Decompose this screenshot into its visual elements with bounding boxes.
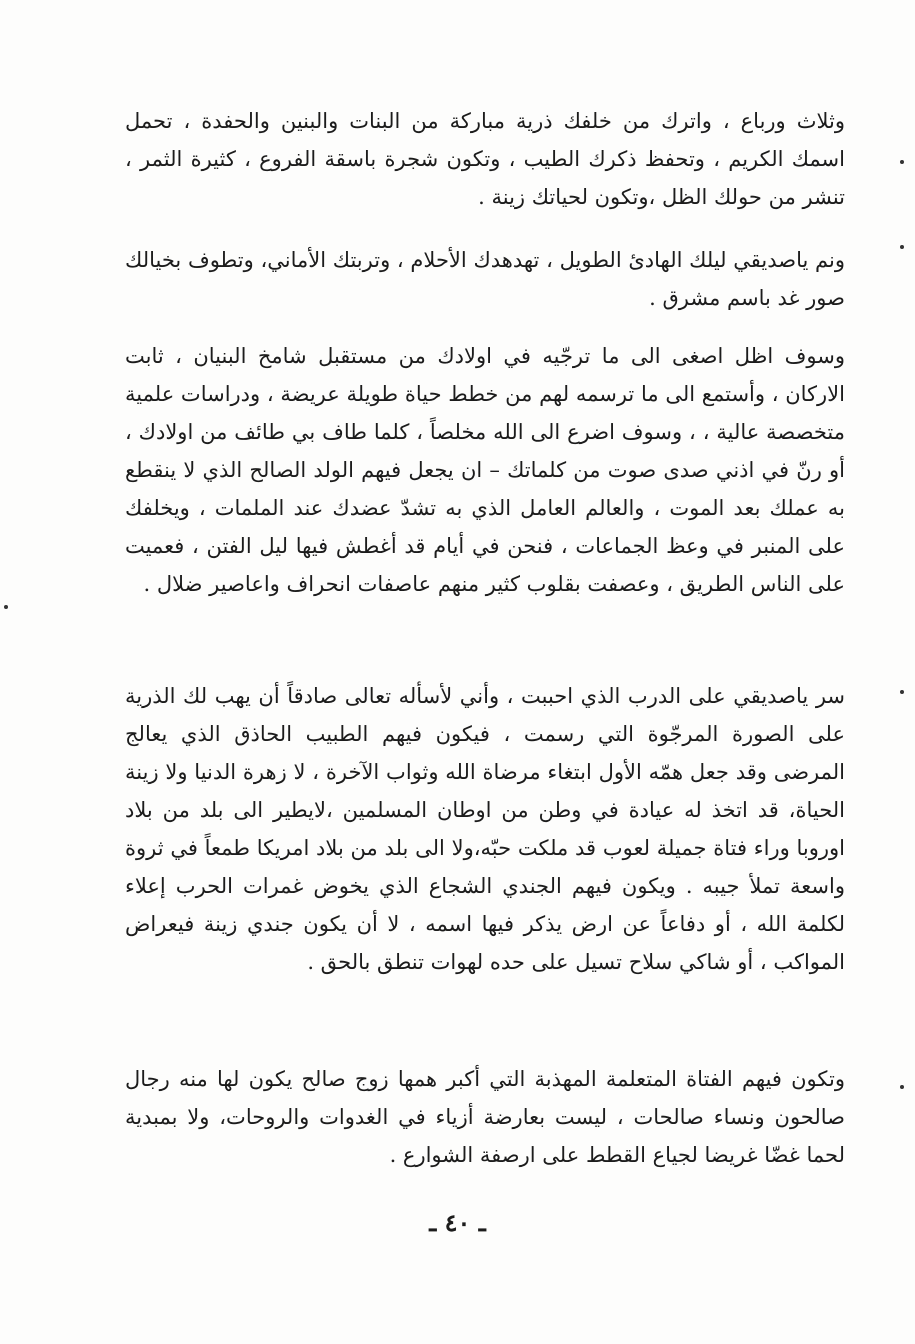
paragraph-5: وتكون فيهم الفتاة المتعلمة المهذبة التي أكبر همها زوج صالح يكون لها منه رجال صالحون ونساء صالحات ، ليست بعارضة أزياء في الغدوات والروحات، ولا بمبدية لحما غضّا غريضا لجياع القطط على ارصفة الشوارع . [125, 1067, 845, 1167]
scan-mark-2 [900, 245, 904, 249]
paragraph-3: وسوف اظل اصغى الى ما ترجّيه في اولادك من مستقبل شامخ البنيان ، ثابت الاركان ، وأستمع الى ما ترسمه لهم من خطط حياة طويلة عريضة ، ودراسات علمية متخصصة عالية ، ، وسوف اضرع الى الله مخلصاً ، كلما طاف بي طائف من اولادك ، أو رنّ في اذني صدى صوت من كلماتك – ان يجعل فيهم الولد الصالح الذي لا ينقطع به عملك بعد الموت ، والعالم العامل الذي به تشدّ عضدك عند الملمات ، ويخلفك على المنبر في وعظ الجماعات ، فنحن في أيام قد أغطش فيها ليل الفتن ، فعميت على الناس الطريق ، وعصفت بقلوب كثير منهم عاصفات انحراف واعاصير ضلال . [125, 344, 845, 596]
paragraph-2: ونم ياصديقي ليلك الهادئ الطويل ، تهدهدك الأحلام ، وتربتك الأماني، وتطوف بخيالك صور غد باسم مشرق . [125, 248, 845, 310]
scan-mark-5 [900, 1085, 904, 1089]
page-number: ـ ٤٠ ـ [429, 1208, 486, 1237]
paragraph-1: وثلاث ورباع ، واترك من خلفك ذرية مباركة من البنات والبنين والحفدة ، تحمل اسمك الكريم ، وتحفظ ذكرك الطيب ، وتكون شجرة باسقة الفروع ، كثيرة الثمر ، تنشر من حولك الظل ،وتكون لحياتك زينة . [125, 109, 845, 209]
paragraph-4: سر ياصديقي على الدرب الذي احببت ، وأني لأسأله تعالى صادقاً أن يهب لك الذرية على الصورة المرجّوة التي رسمت ، فيكون فيهم الطبيب الحاذق الذي يعالج المرضى وقد جعل همّه الأول ابتغاء مرضاة الله وثواب الآخرة ، لا زهرة الدنيا ولا زينة الحياة، قد اتخذ له عيادة في وطن من اوطان المسلمين ،لايطير الى بلد من بلاد اوروبا وراء فتاة جميلة لعوب قد ملكت حبّه،ولا الى بلد من بلاد امريكا طمعاً في ثروة واسعة تملأ جيبه . ويكون فيهم الجندي الشجاع الذي يخوض غمرات الحرب إعلاء لكلمة الله ، أو دفاعاً عن ارض يذكر فيها اسمه ، لا أن يكون جندي زينة فيعراض المواكب ، أو شاكي سلاح تسيل على حده لهوات تنطق بالحق . [125, 684, 845, 974]
scan-mark-1 [900, 160, 904, 164]
scan-mark-3 [4, 605, 8, 609]
scan-mark-4 [900, 690, 904, 694]
